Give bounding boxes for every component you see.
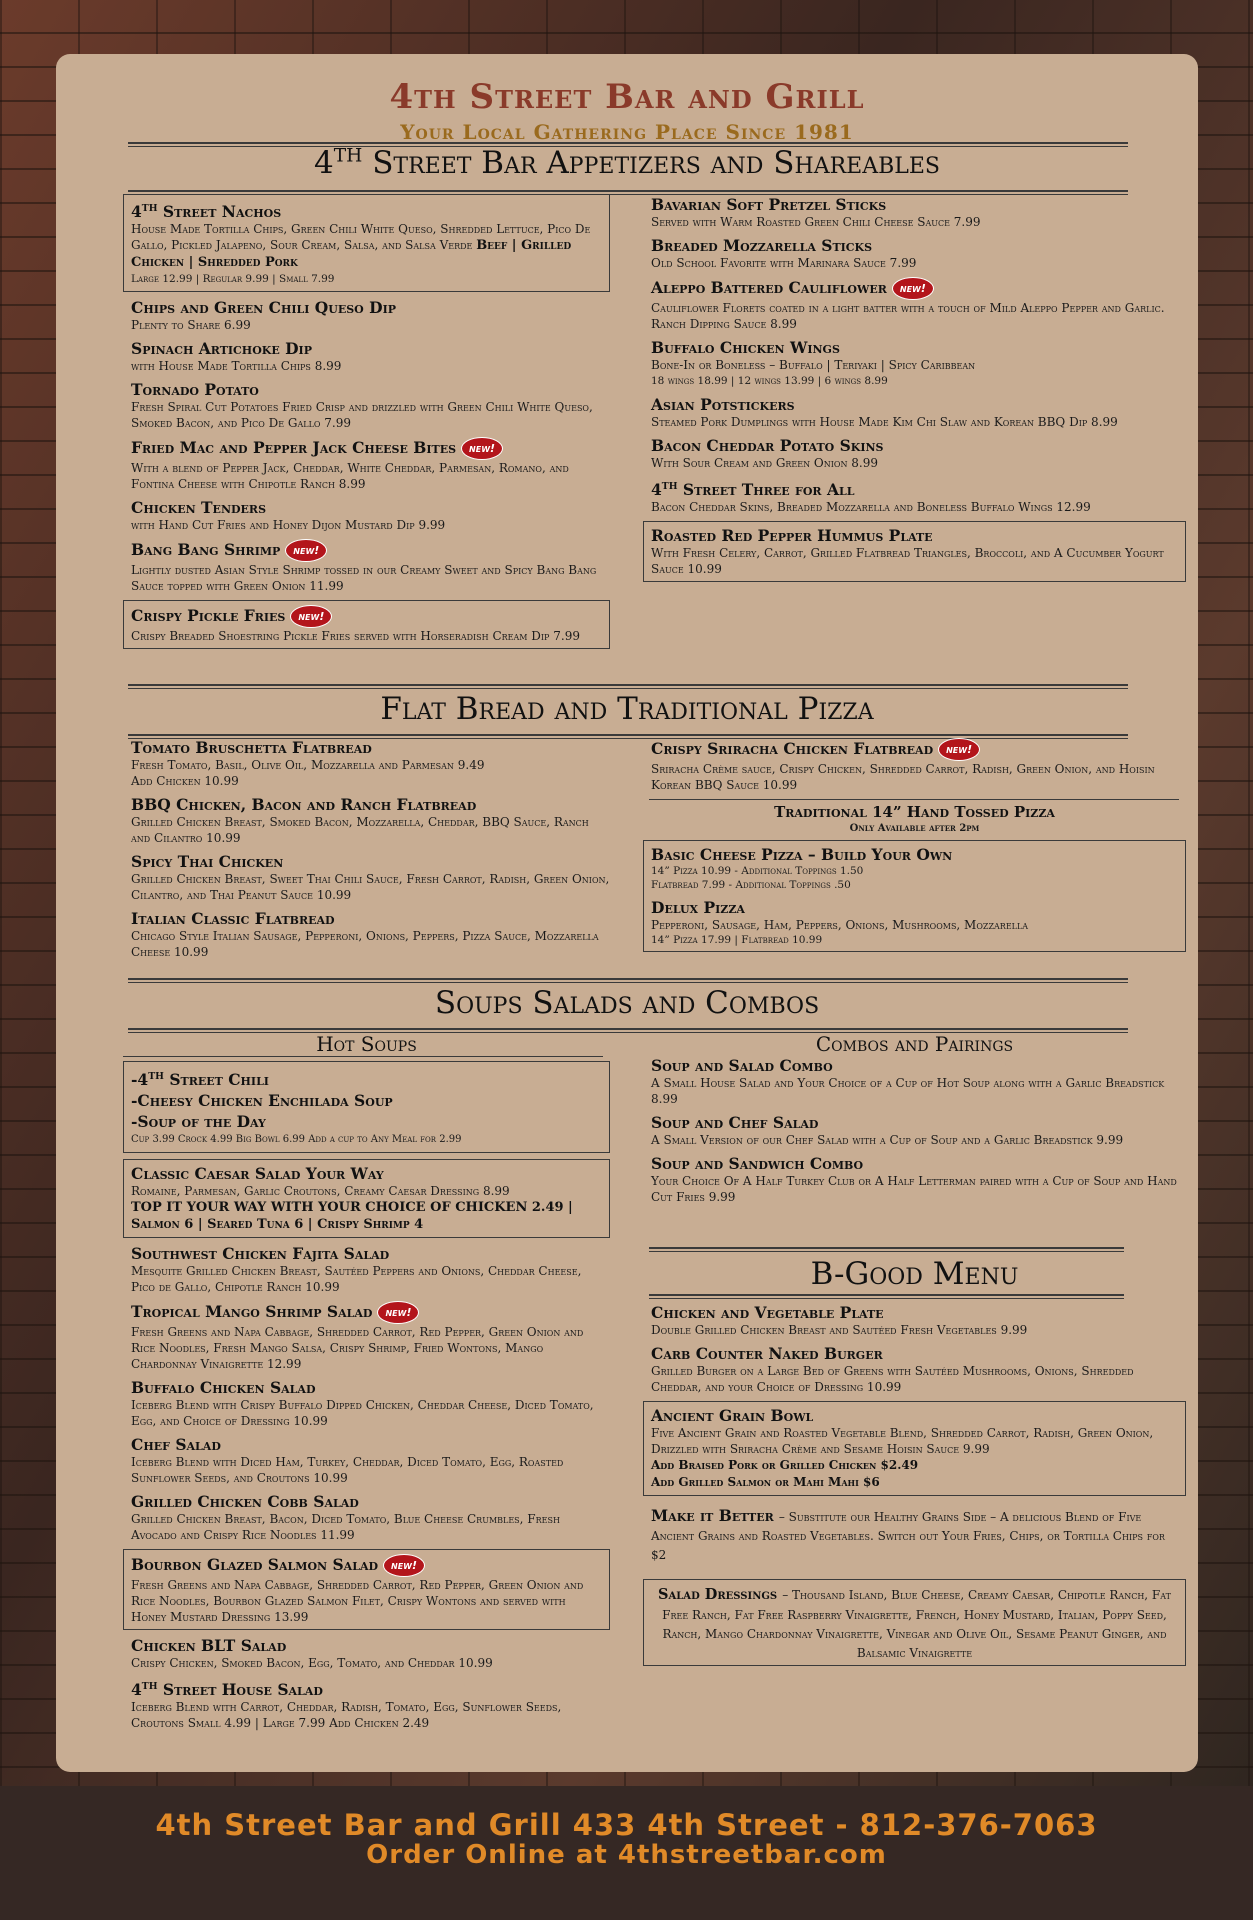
menu-item: Bacon Cheddar Potato Skins With Sour Cream and Green Onion 8.99 — [651, 436, 884, 470]
pizza-box: Basic Cheese Pizza – Build Your Own 14” Pizza 10.99 - Additional Toppings 1.50 Flatbread 7.99 - Additional Toppings .50 Delux Pizza Pepperoni, Sausage, Ham, Peppers, Onions, Mushrooms, Mozzarella 14” Pizza 17.99 | Flatbread 10.99 — [643, 840, 1186, 952]
menu-item: Chips and Green Chili Queso Dip Plenty to Share 6.99 — [131, 298, 397, 333]
menu-item: Spinach Artichoke Dip with House Made Tortilla Chips 8.99 — [131, 339, 342, 374]
divider — [649, 1247, 1124, 1252]
menu-item: 4TH Street House Salad Iceberg Blend with Carrot, Cheddar, Radish, Tomato, Egg, Sunflower Seeds, Croutons Small 4.99 | Large 7.99 Add Chicken 2.49 — [131, 1680, 562, 1731]
footer-address: 4th Street Bar and Grill 433 4th Street - 812-376-7063 — [155, 1808, 1098, 1842]
menu-item: Chicken BLT Salad Crispy Chicken, Smoked Bacon, Egg, Tomato, and Cheddar 10.99 — [131, 1636, 493, 1671]
new-badge: new! — [892, 277, 934, 300]
trad-pizza-heading: Traditional 14” Hand Tossed Pizza — [774, 803, 1055, 821]
section-title-soups: Soups Salads and Combos — [434, 985, 820, 1021]
menu-item: Asian Potstickers Steamed Pork Dumplings with House Made Kim Chi Slaw and Korean BBQ Dip 8.99 — [651, 395, 1118, 429]
menu-item: Grilled Chicken Cobb Salad Grilled Chicken Breast, Bacon, Diced Tomato, Blue Cheese Crumbles, Fresh Avocado and Crispy Rice Noodles 11.99 — [131, 1492, 560, 1543]
menu-panel — [56, 54, 1198, 1772]
make-it-better: Make it Better – Substitute our Healthy Grains Side – A delicious Blend of Five Ancient Grains and Roasted Vegetables. Switch out Your Fries, Chips, or Tortilla Chips for $2 — [651, 1506, 1165, 1562]
menu-item: Spicy Thai Chicken Grilled Chicken Breast, Sweet Thai Chili Sauce, Fresh Carrot, Radish, Green Onion, Cilantro, and Thai Peanut Sauce 10.99 — [131, 852, 610, 902]
menu-item: Chicken Tenders with Hand Cut Fries and Honey Dijon Mustard Dip 9.99 — [131, 498, 446, 533]
menu-item: Soup and Sandwich Combo Your Choice Of A Half Turkey Club or A Half Letterman paired with a Cup of Soup and Hand Cut Fries 9.99 — [651, 1154, 1177, 1204]
menu-item: Chicken and Vegetable Plate Double Grilled Chicken Breast and Sautéed Fresh Vegetables 9.99 — [651, 1303, 1028, 1337]
pizza-right-column — [643, 738, 1186, 952]
combos-heading: Combos and Pairings — [815, 1032, 1014, 1056]
menu-item: Soup and Salad Combo A Small House Salad and Your Choice of a Cup of Hot Soup along with a Garlic Breadstick 8.99 — [651, 1056, 1165, 1106]
divider — [649, 1294, 1124, 1299]
menu-item: Bang Bang Shrimp new! Lightly dusted Asian Style Shrimp tossed in our Creamy Sweet and Spicy Bang Bang Sauce topped with Green Onion 11.99 — [131, 540, 597, 594]
menu-item: Tomato Bruschetta Flatbread Fresh Tomato, Basil, Olive Oil, Mozzarella and Parmesan 9.49 Add Chicken 10.99 — [131, 738, 485, 788]
footer-bar — [0, 1786, 1253, 1920]
new-badge: new! — [938, 738, 980, 761]
divider — [128, 978, 1128, 983]
appetizers-right-column — [643, 195, 1186, 588]
new-badge: new! — [290, 605, 332, 628]
divider — [123, 1056, 603, 1057]
menu-item: Chef Salad Iceberg Blend with Diced Ham, Turkey, Cheddar, Diced Tomato, Egg, Roasted Sunflower Seeds, and Croutons 10.99 — [131, 1435, 564, 1486]
divider — [649, 799, 1179, 800]
section-title-pizza: Flat Bread and Traditional Pizza — [380, 691, 874, 727]
divider — [128, 684, 1128, 689]
section-title-appetizers: 4TH Street Bar Appetizers and Shareables — [313, 145, 941, 181]
new-badge: new! — [383, 1554, 425, 1577]
menu-item: Italian Classic Flatbread Chicago Style Italian Sausage, Pepperoni, Onions, Peppers, Pizza Sauce, Mozzarella Cheese 10.99 — [131, 909, 599, 959]
new-badge: new! — [461, 437, 503, 460]
restaurant-tagline: Your Local Gathering Place Since 1981 — [400, 120, 854, 144]
menu-item: Southwest Chicken Fajita Salad Mesquite Grilled Chicken Breast, Sautéed Peppers and Onions, Cheddar Cheese, Pico de Gallo, Chipotle Ranch 10.99 — [131, 1244, 582, 1295]
grain-bowl-box: Ancient Grain Bowl Five Ancient Grain and Roasted Vegetable Blend, Shredded Carrot, Radish, Green Onion, Drizzled with Sriracha Crème and Sesame Hoisin Sauce 9.99 Add Braised Pork or Grilled Chicken $2.49 Add Grilled Salmon or Mahi Mahi $6 — [643, 1401, 1186, 1496]
pizza-left-column — [131, 738, 611, 966]
menu-item: Soup and Chef Salad A Small Version of our Chef Salad with a Cup of Soup and a Garlic Breadstick 9.99 — [651, 1113, 1124, 1147]
nachos-box — [123, 194, 610, 292]
soups-box: -4TH Street Chili -Cheesy Chicken Enchilada Soup -Soup of the Day Cup 3.99 Crock 4.99 Big Bowl 6.99 Add a cup to Any Meal for 2.99 — [123, 1061, 610, 1153]
item-desc: House Made Tortilla Chips, Green Chili White Queso, Shredded Lettuce, Pico De Gallo, Pickled Jalapeno, Sour Cream, Salsa, and Salsa Verde Beef | Grilled Chicken | Shredded Pork — [131, 222, 591, 271]
soups-left-column — [123, 1032, 610, 1737]
menu-item: Carb Counter Naked Burger Grilled Burger on a Large Bed of Greens with Sautéed Mushrooms, Onions, Shredded Cheddar, and your Choice of Dressing 10.99 — [651, 1344, 1134, 1394]
bgood-heading: B-Good Menu — [810, 1256, 1019, 1292]
menu-item: 4TH Street Three for All Bacon Cheddar Skins, Breaded Mozzarella and Boneless Buffalo Wings 12.99 — [651, 480, 1091, 515]
menu-item: Tropical Mango Shrimp Salad new! Fresh Greens and Napa Cabbage, Shredded Carrot, Red Pepper, Green Onion and Rice Noodles, Fresh Mango Salsa, Crispy Shrimp, Fried Wontons, Mango Chardonnay Vinaigrette 12.99 — [131, 1302, 584, 1372]
new-badge: new! — [285, 539, 327, 562]
bourbon-salmon-box: Bourbon Glazed Salmon Salad new! Fresh Greens and Napa Cabbage, Shredded Carrot, Red Pepper, Green Onion and Rice Noodles, Bourbon Glazed Salmon Filet, Crispy Wontons and served with Honey Mustard Dressing 13.99 — [123, 1549, 610, 1630]
caesar-box: Classic Caesar Salad Your Way Romaine, Parmesan, Garlic Croutons, Creamy Caesar Dressing 8.99 TOP IT YOUR WAY WITH YOUR CHOICE OF CHICKEN 2.49 | Salmon 6 | Seared Tuna 6 | Crispy Shrimp 4 — [123, 1159, 610, 1238]
menu-item: Fried Mac and Pepper Jack Cheese Bites new! With a blend of Pepper Jack, Cheddar, White Cheddar, Parmesan, Romano, and Fontina Cheese with Chipotle Ranch 8.99 — [131, 438, 569, 492]
menu-item: Crispy Sriracha Chicken Flatbread new! Sriracha Crème sauce, Crispy Chicken, Shredded Carrot, Radish, Green Onion, and Hoisin Korean BBQ Sauce 10.99 — [651, 739, 1155, 792]
nachos-sizes: Large 12.99 | Regular 9.99 | Small 7.99 — [131, 273, 335, 286]
combos-right-column — [643, 1032, 1186, 1666]
trad-pizza-note: Only Available after 2pm — [849, 823, 980, 834]
hot-soups-heading: Hot Soups — [316, 1032, 417, 1056]
menu-item: Aleppo Battered Cauliflower new! Cauliflower Florets coated in a light batter with a touch of Mild Aleppo Pepper and Garlic. Ranch Dipping Sauce 8.99 — [651, 278, 1165, 331]
menu-item: BBQ Chicken, Bacon and Ranch Flatbread Grilled Chicken Breast, Smoked Bacon, Mozzarella, Cheddar, BBQ Sauce, Ranch and Cilantro 10.99 — [131, 795, 589, 845]
menu-item: Buffalo Chicken Salad Iceberg Blend with Crispy Buffalo Dipped Chicken, Cheddar Cheese, Diced Tomato, Egg, and Choice of Dressing 10.99 — [131, 1378, 594, 1429]
footer-order-online-link[interactable]: Order Online at 4thstreetbar.com — [366, 1840, 887, 1870]
dressings-box: Salad Dressings – Thousand Island, Blue Cheese, Creamy Caesar, Chipotle Ranch, Fat Free Ranch, Fat Free Raspberry Vinaigrette, French, Honey Mustard, Italian, Poppy Seed, Ranch, Mango Chardonnay Vinaigrette, Vinegar and Olive Oil, Sesame Peanut Ginger, and Balsamic Vinaigrette — [643, 1579, 1186, 1666]
menu-item: Breaded Mozzarella Sticks Old School Favorite with Marinara Sauce 7.99 — [651, 236, 917, 270]
new-badge: new! — [377, 1301, 419, 1324]
pickle-fries-box: Crispy Pickle Fries new! Crispy Breaded Shoestring Pickle Fries served with Horseradish Cream Dip 7.99 — [123, 600, 610, 649]
restaurant-title: 4th Street Bar and Grill — [389, 77, 865, 117]
appetizers-left-column — [123, 194, 610, 655]
menu-item: Buffalo Chicken Wings Bone-In or Boneless – Buffalo | Teriyaki | Spicy Caribbean 18 wings 18.99 | 12 wings 13.99 | 6 wings 8.99 — [651, 338, 976, 387]
menu-item: Tornado Potato Fresh Spiral Cut Potatoes Fried Crisp and drizzled with Green Chili White Queso, Smoked Bacon, and Pico De Gallo 7.99 — [131, 380, 593, 431]
item-name: 4TH Street Nachos — [131, 202, 282, 222]
hummus-box: Roasted Red Pepper Hummus Plate With Fresh Celery, Carrot, Grilled Flatbread Triangles, Broccoli, and A Cucumber Yogurt Sauce 10.99 — [643, 521, 1186, 582]
menu-item: Bavarian Soft Pretzel Sticks Served with Warm Roasted Green Chili Cheese Sauce 7.99 — [651, 195, 981, 229]
